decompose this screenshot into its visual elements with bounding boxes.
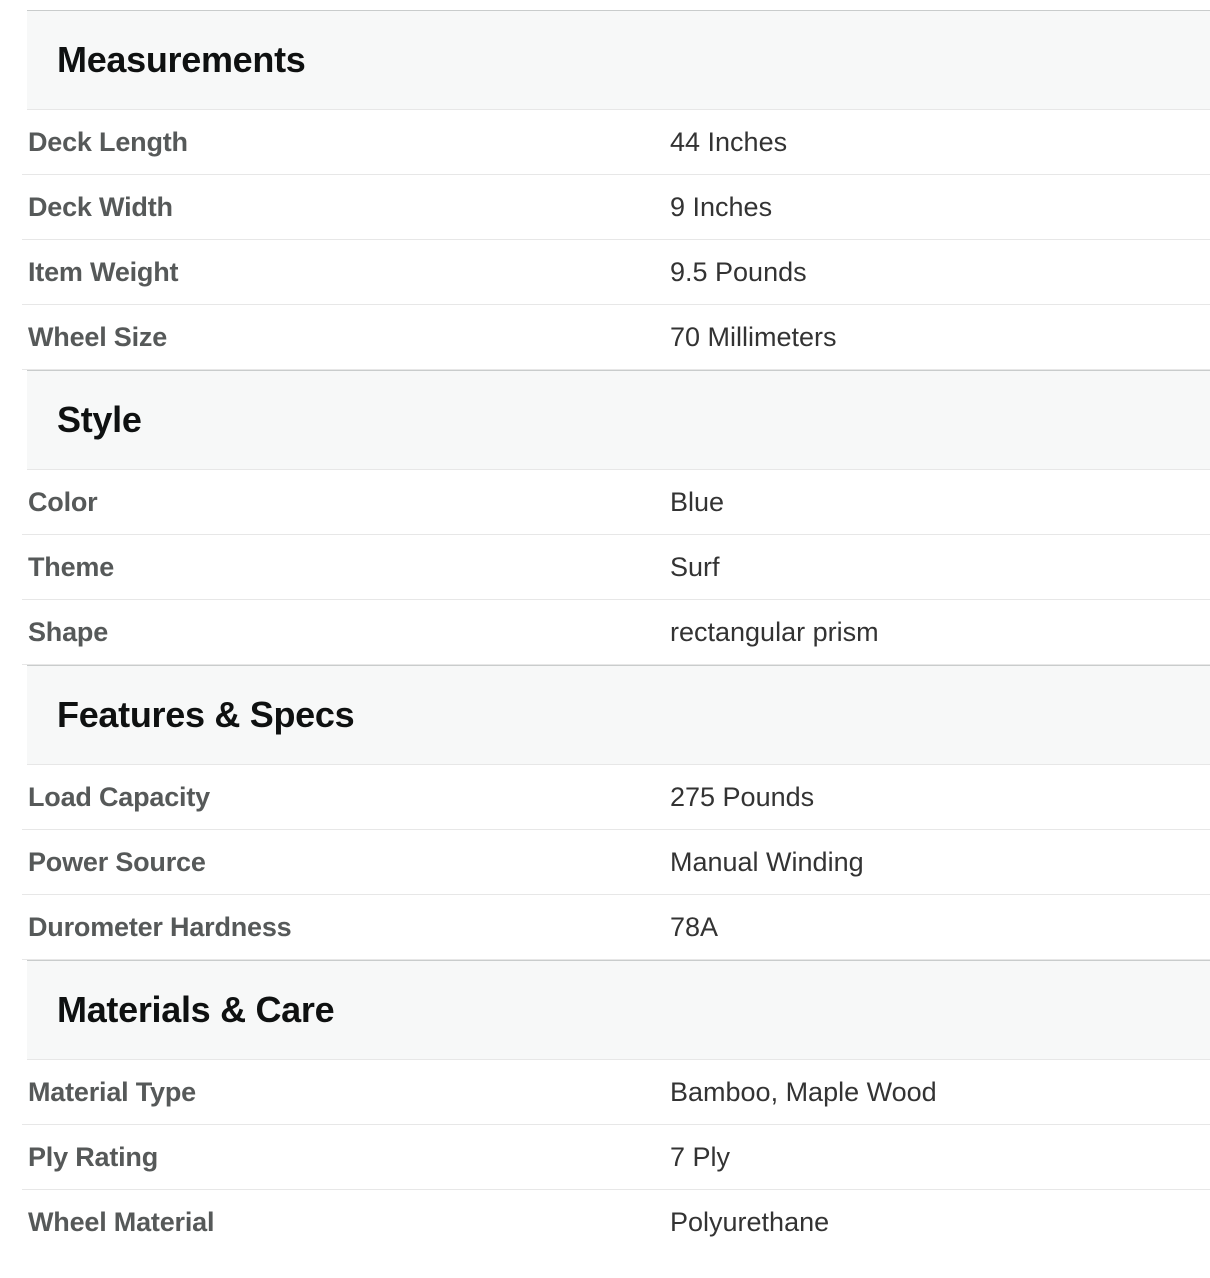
- section-title: Measurements: [57, 39, 306, 80]
- spec-value: Surf: [670, 551, 720, 582]
- spec-row: [22, 830, 1210, 895]
- section-header-style: [27, 370, 1210, 470]
- spec-value: Blue: [670, 486, 725, 517]
- section-header-materials-care: [27, 960, 1210, 1060]
- spec-value: Bamboo, Maple Wood: [670, 1076, 937, 1107]
- spec-label: Theme: [28, 551, 115, 582]
- section-header-features-specs: [27, 665, 1210, 765]
- spec-value: 9.5 Pounds: [670, 256, 807, 287]
- spec-label: Item Weight: [28, 256, 179, 287]
- spec-row: [22, 765, 1210, 830]
- spec-label: Material Type: [28, 1076, 196, 1107]
- spec-label: Power Source: [28, 846, 206, 877]
- spec-value: 275 Pounds: [670, 781, 815, 812]
- spec-row: [22, 600, 1210, 665]
- spec-label: Deck Length: [28, 126, 188, 157]
- spec-row: [22, 1190, 1210, 1255]
- section-header-measurements: [27, 10, 1210, 110]
- spec-value: 9 Inches: [670, 191, 773, 222]
- section-title: Features & Specs: [57, 694, 355, 735]
- spec-value: rectangular prism: [670, 616, 879, 647]
- spec-label: Load Capacity: [28, 781, 210, 812]
- spec-label: Wheel Material: [28, 1207, 215, 1237]
- spec-value: Manual Winding: [670, 846, 864, 877]
- spec-value: Polyurethane: [670, 1207, 830, 1237]
- spec-value: 78A: [670, 911, 719, 942]
- spec-row: [22, 240, 1210, 305]
- section-title: Style: [57, 399, 142, 440]
- spec-label: Ply Rating: [28, 1141, 159, 1172]
- spec-row: [22, 110, 1210, 175]
- spec-row: [22, 175, 1210, 240]
- spec-label: Color: [28, 486, 98, 517]
- spec-row: [22, 535, 1210, 600]
- section-title: Materials & Care: [57, 989, 335, 1030]
- spec-row: [22, 895, 1210, 960]
- spec-label: Wheel Size: [28, 321, 168, 352]
- spec-row: [22, 470, 1210, 535]
- spec-row: [22, 305, 1210, 370]
- spec-label: Deck Width: [28, 191, 173, 222]
- spec-label: Shape: [28, 616, 109, 647]
- spec-label: Durometer Hardness: [28, 911, 292, 942]
- spec-row: [22, 1125, 1210, 1190]
- spec-value: 44 Inches: [670, 126, 788, 157]
- spec-value: 70 Millimeters: [670, 321, 837, 352]
- spec-value: 7 Ply: [670, 1141, 731, 1172]
- spec-row: [22, 1060, 1210, 1125]
